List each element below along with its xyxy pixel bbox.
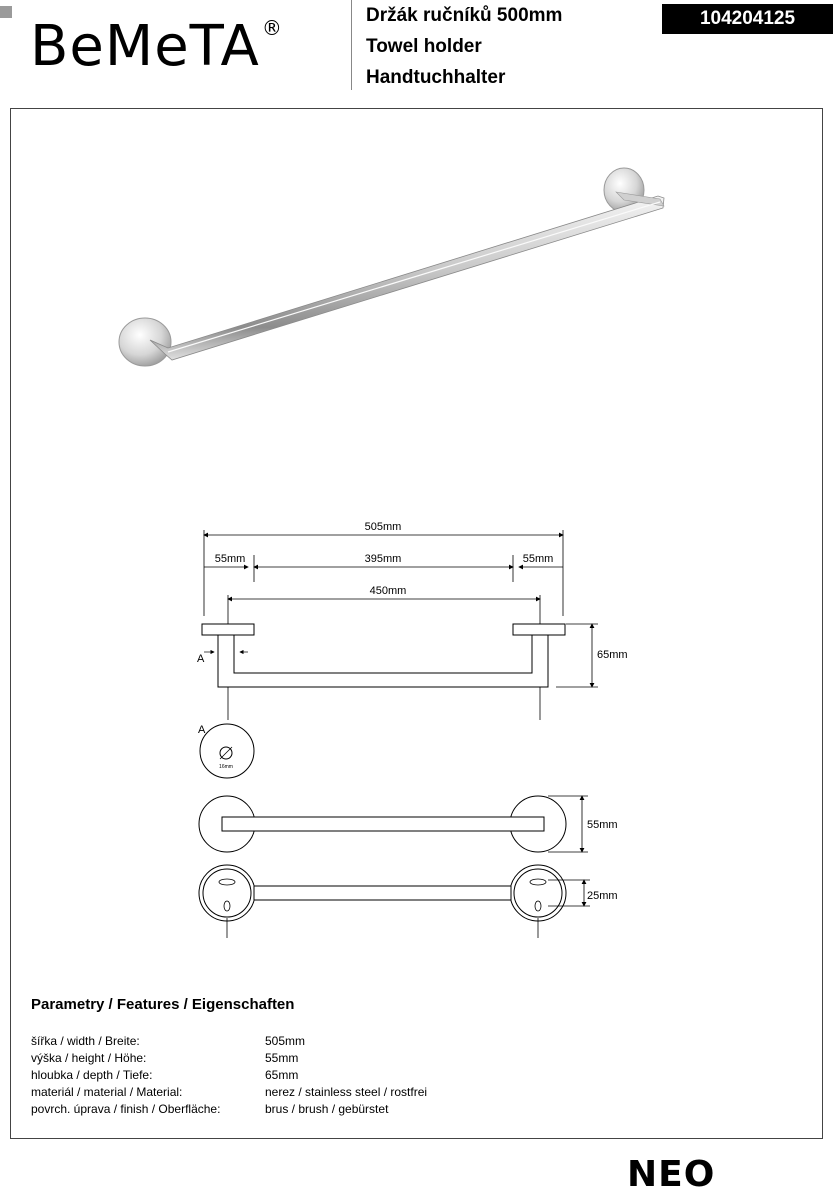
- title-english: Towel holder: [366, 36, 482, 57]
- product-code-badge: 104204125: [662, 4, 833, 34]
- section-marker-label: A: [197, 653, 205, 665]
- spec-label: hloubka / depth / Tiefe:: [31, 1068, 153, 1082]
- dim-depth: 65mm: [597, 649, 628, 661]
- dim-rosette: 55mm: [587, 819, 618, 831]
- spec-label: výška / height / Höhe:: [31, 1051, 147, 1065]
- spec-row-finish: [31, 1101, 388, 1118]
- spec-label: materiál / material / Material:: [31, 1085, 183, 1099]
- product-image: [119, 168, 664, 366]
- section-a-label: A: [198, 724, 206, 736]
- spec-value: 55mm: [265, 1051, 299, 1065]
- dim-right-offset: 55mm: [522, 553, 554, 565]
- dim-centers: 450mm: [369, 585, 407, 597]
- title-german: Handtuchhalter: [366, 67, 506, 88]
- spec-value: nerez / stainless steel / rostfrei: [265, 1085, 428, 1099]
- dim-overall: 505mm: [364, 521, 402, 533]
- spec-value: 505mm: [265, 1034, 306, 1048]
- dim-inner: 395mm: [364, 553, 402, 565]
- spec-row-material: [31, 1084, 427, 1101]
- spec-row-height: [31, 1050, 298, 1067]
- series-logo: NEO: [627, 1154, 716, 1195]
- brand-logo: BeMeTA ®: [30, 14, 283, 79]
- rod-diameter-label: 16mm: [219, 764, 233, 770]
- spec-label: povrch. úprava / finish / Oberfläche:: [31, 1102, 221, 1116]
- dim-left-offset: 55mm: [214, 553, 246, 565]
- spec-row-width: [31, 1033, 305, 1050]
- spec-value: brus / brush / gebürstet: [265, 1102, 389, 1116]
- dim-mount-height: 25mm: [587, 890, 618, 902]
- spec-label: šířka / width / Breite:: [31, 1034, 140, 1048]
- title-czech: Držák ručníků 500mm: [366, 5, 563, 26]
- spec-value: 65mm: [265, 1068, 299, 1082]
- features-heading: Parametry / Features / Eigenschaften: [31, 996, 295, 1013]
- spec-row-depth: [31, 1067, 298, 1084]
